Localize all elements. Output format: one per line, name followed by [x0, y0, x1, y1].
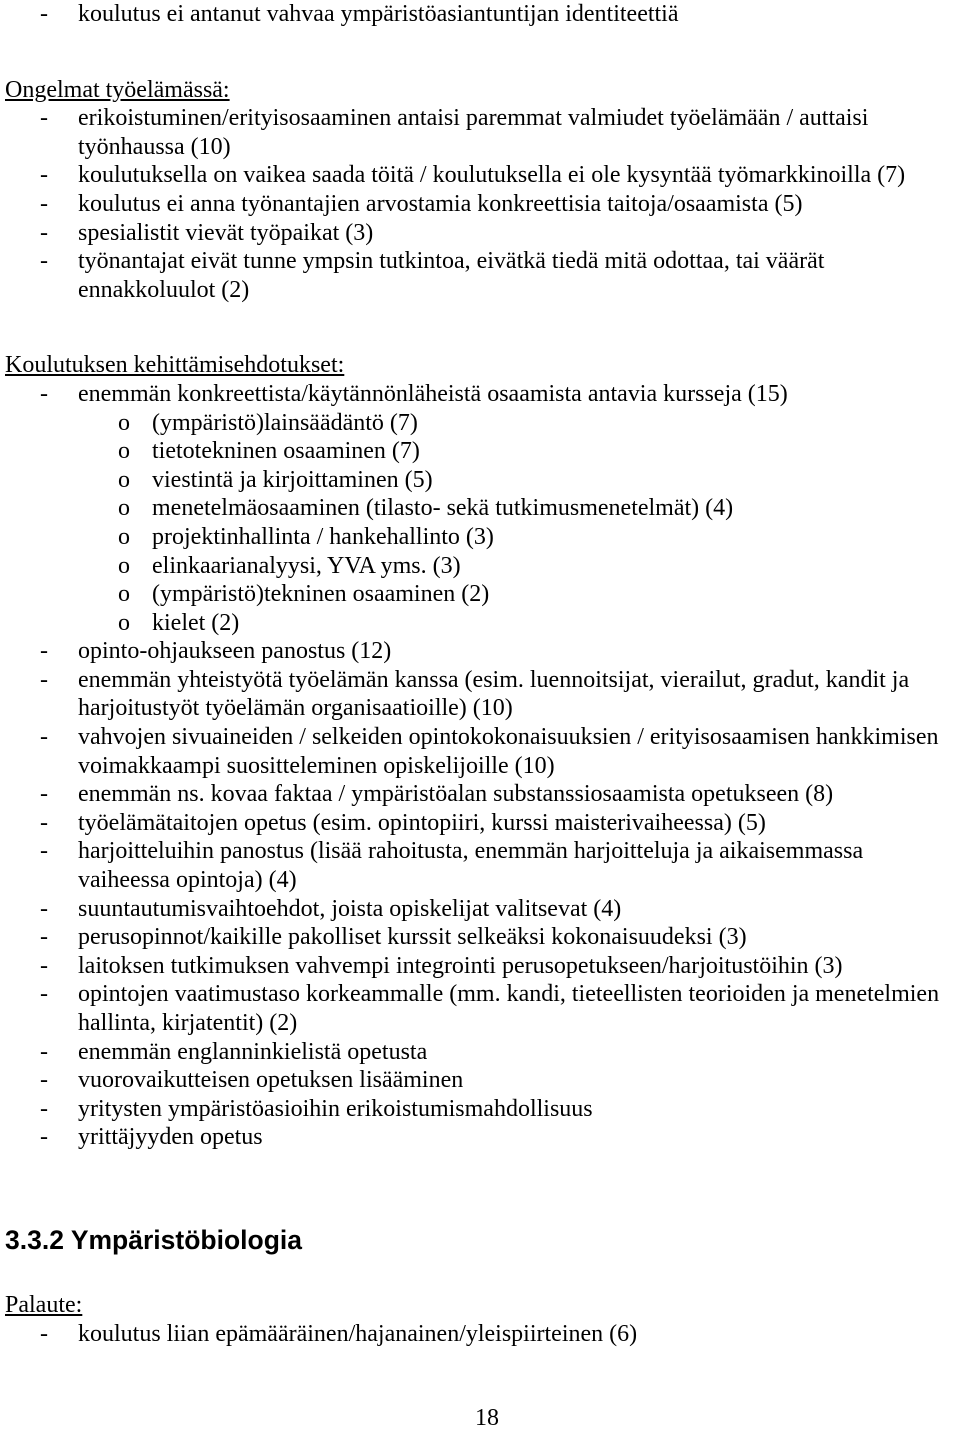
sub-list-item: [78, 552, 960, 581]
circle-bullet: o: [118, 581, 130, 608]
list-item-text-line: koulutuksella on vaikea saada töitä / koulutuksella ei ole kysyntää työmarkkinoilla (7): [78, 162, 906, 189]
list-item-text-line: voimakkaampi suositteleminen opiskelijoille (10): [78, 752, 555, 779]
dash-bullet: -: [40, 1038, 48, 1065]
page-number: 18: [475, 1405, 499, 1430]
circle-bullet: o: [118, 609, 130, 636]
list-item-text-line: yrittäjyyden opetus: [78, 1124, 263, 1151]
list-item: [0, 1038, 960, 1067]
dash-bullet: -: [40, 1, 48, 27]
dash-bullet: -: [40, 162, 48, 189]
sub-list-item: [78, 580, 960, 609]
circle-bullet: o: [118, 495, 130, 522]
subsection-environmental-biology: [0, 1224, 960, 1349]
sub-list-item-text: viestintä ja kirjoittaminen (5): [152, 466, 433, 493]
list-item: [0, 637, 960, 666]
feedback-list: [0, 1320, 960, 1349]
list-item: [0, 0, 960, 29]
dash-bullet: -: [40, 1067, 48, 1094]
list-item: [0, 1123, 960, 1152]
list-item: [0, 780, 960, 809]
dash-bullet: -: [40, 724, 48, 751]
section-problems-in-working-life: [0, 76, 960, 305]
sub-list-item-text: kielet (2): [152, 609, 240, 636]
dash-bullet: -: [40, 190, 48, 217]
circle-bullet: o: [118, 438, 130, 465]
list-item-text-line: työnantajat eivät tunne ympsin tutkintoa, eivätkä tiedä mitä odottaa, tai väärät: [78, 248, 825, 275]
list-item-text-line: työelämätaitojen opetus (esim. opintopiiri, kurssi maisterivaiheessa) (5): [78, 809, 766, 836]
list-item: [0, 666, 960, 723]
sub-list-item: [78, 409, 960, 438]
sub-list: [78, 409, 960, 638]
list-item-text-line: yritysten ympäristöasioihin erikoistumismahdollisuus: [78, 1095, 593, 1122]
sub-list-item-text: menetelmäosaaminen (tilasto- sekä tutkimusmenetelmät) (4): [152, 495, 734, 522]
list-item: [0, 1320, 960, 1349]
section-heading-text: Koulutuksen kehittämisehdotukset:: [5, 352, 345, 379]
section-feedback: [0, 1291, 960, 1348]
dash-bullet: -: [40, 809, 48, 836]
list-item: [0, 895, 960, 924]
problems-list: [0, 104, 960, 304]
list-item-text-line: opinto-ohjaukseen panostus (12): [78, 638, 392, 665]
list-item-text-line: vuorovaikutteisen opetuksen lisääminen: [78, 1067, 464, 1094]
sub-list-item: [78, 494, 960, 523]
circle-bullet: o: [118, 409, 130, 436]
list-item: [0, 161, 960, 190]
list-item-text-line: erikoistuminen/erityisosaaminen antaisi paremmat valmiudet työelämään / auttaisi: [78, 105, 869, 132]
dash-bullet: -: [40, 1095, 48, 1122]
list-item-text-line: harjoitustyöt työelämän organisaatioille) (10): [78, 695, 513, 722]
list-item-text-line: vahvojen sivuaineiden / selkeiden opintokokonaisuuksien / erityisosaamisen hankkimisen: [78, 724, 939, 751]
dash-bullet: -: [40, 924, 48, 951]
list-item: [0, 952, 960, 981]
list-item-text-line: hallinta, kirjatentit) (2): [78, 1010, 298, 1036]
section-heading-text: Palaute:: [5, 1292, 83, 1319]
list-item-text-line: opintojen vaatimustaso korkeammalle (mm. kandi, tieteellisten teorioiden ja menetelmien: [78, 981, 940, 1008]
intro-list: [0, 0, 960, 29]
circle-bullet: o: [118, 466, 130, 493]
sub-list-item-text: elinkaarianalyysi, YVA yms. (3): [152, 552, 461, 579]
list-item-text-line: koulutus liian epämääräinen/hajanainen/yleispiirteinen (6): [78, 1321, 638, 1348]
dash-bullet: -: [40, 248, 48, 275]
dash-bullet: -: [40, 380, 48, 407]
circle-bullet: o: [118, 523, 130, 550]
list-item-text-line: enemmän englanninkielistä opetusta: [78, 1038, 428, 1065]
dash-bullet: -: [40, 105, 48, 132]
dash-bullet: -: [40, 838, 48, 865]
dash-bullet: -: [40, 895, 48, 922]
circle-bullet: o: [118, 552, 130, 579]
section-heading: [0, 351, 960, 380]
list-item-text-line: ennakkoluulot (2): [78, 276, 250, 303]
sub-list-item: [78, 523, 960, 552]
list-item: [0, 219, 960, 248]
section-heading: [0, 76, 960, 105]
dash-bullet: -: [40, 781, 48, 808]
list-item-text-line: harjoitteluihin panostus (lisää rahoitusta, enemmän harjoitteluja ja aikaisemmassa: [78, 838, 864, 865]
dash-bullet: -: [40, 219, 48, 246]
subsection-title: 3.3.2 Ympäristöbiologia: [5, 1224, 302, 1255]
list-item-text-line: laitoksen tutkimuksen vahvempi integrointi perusopetukseen/harjoitustöihin (3): [78, 952, 843, 979]
sub-list-item: [78, 437, 960, 466]
section-heading: [0, 1291, 960, 1320]
list-item-text-line: enemmän yhteistyötä työelämän kanssa (esim. luennoitsijat, vierailut, gradut, kandit ja: [78, 666, 910, 693]
sub-list-item: [78, 466, 960, 495]
sub-list-item-text: (ympäristö)tekninen osaaminen (2): [152, 581, 490, 608]
section-heading-text: Ongelmat työelämässä:: [5, 76, 230, 103]
list-item-text-line: vaiheessa opintoja) (4): [78, 867, 297, 894]
list-item: [0, 809, 960, 838]
dash-bullet: -: [40, 638, 48, 665]
sub-list-item-text: projektinhallinta / hankehallinto (3): [152, 523, 494, 550]
list-item: [0, 923, 960, 952]
dash-bullet: -: [40, 666, 48, 693]
list-item: [0, 1095, 960, 1124]
sub-list-item-text: tietotekninen osaaminen (7): [152, 438, 420, 465]
list-item-text-line: koulutus ei antanut vahvaa ympäristöasiantuntijan identiteettiä: [78, 1, 679, 27]
list-item-text-line: enemmän ns. kovaa faktaa / ympäristöalan substanssiosaamista opetukseen (8): [78, 781, 834, 808]
list-item: [0, 190, 960, 219]
list-item: [0, 380, 960, 637]
list-item-text-line: suuntautumisvaihtoehdot, joista opiskelijat valitsevat (4): [78, 895, 622, 922]
list-item: [0, 247, 960, 304]
list-item: [0, 104, 960, 161]
list-item: [0, 837, 960, 894]
dash-bullet: -: [40, 1321, 48, 1348]
list-item-text-line: koulutus ei anna työnantajien arvostamia konkreettisia taitoja/osaamista (5): [78, 190, 803, 217]
sub-list-item-text: (ympäristö)lainsäädäntö (7): [152, 409, 418, 436]
proposals-list: [0, 380, 960, 1152]
sub-list-item: [78, 609, 960, 638]
dash-bullet: -: [40, 1124, 48, 1151]
list-item-text-line: enemmän konkreettista/käytännönläheistä osaamista antavia kursseja (15): [78, 380, 788, 407]
dash-bullet: -: [40, 952, 48, 979]
dash-bullet: -: [40, 981, 48, 1008]
list-item: [0, 723, 960, 780]
list-item: [0, 980, 960, 1037]
list-item-text-line: spesialistit vievät työpaikat (3): [78, 219, 374, 246]
list-item-text-line: perusopinnot/kaikille pakolliset kurssit selkeäksi kokonaisuudeksi (3): [78, 924, 747, 951]
list-item: [0, 1066, 960, 1095]
list-item-text-line: työnhaussa (10): [78, 133, 231, 160]
section-development-proposals: [0, 351, 960, 1152]
